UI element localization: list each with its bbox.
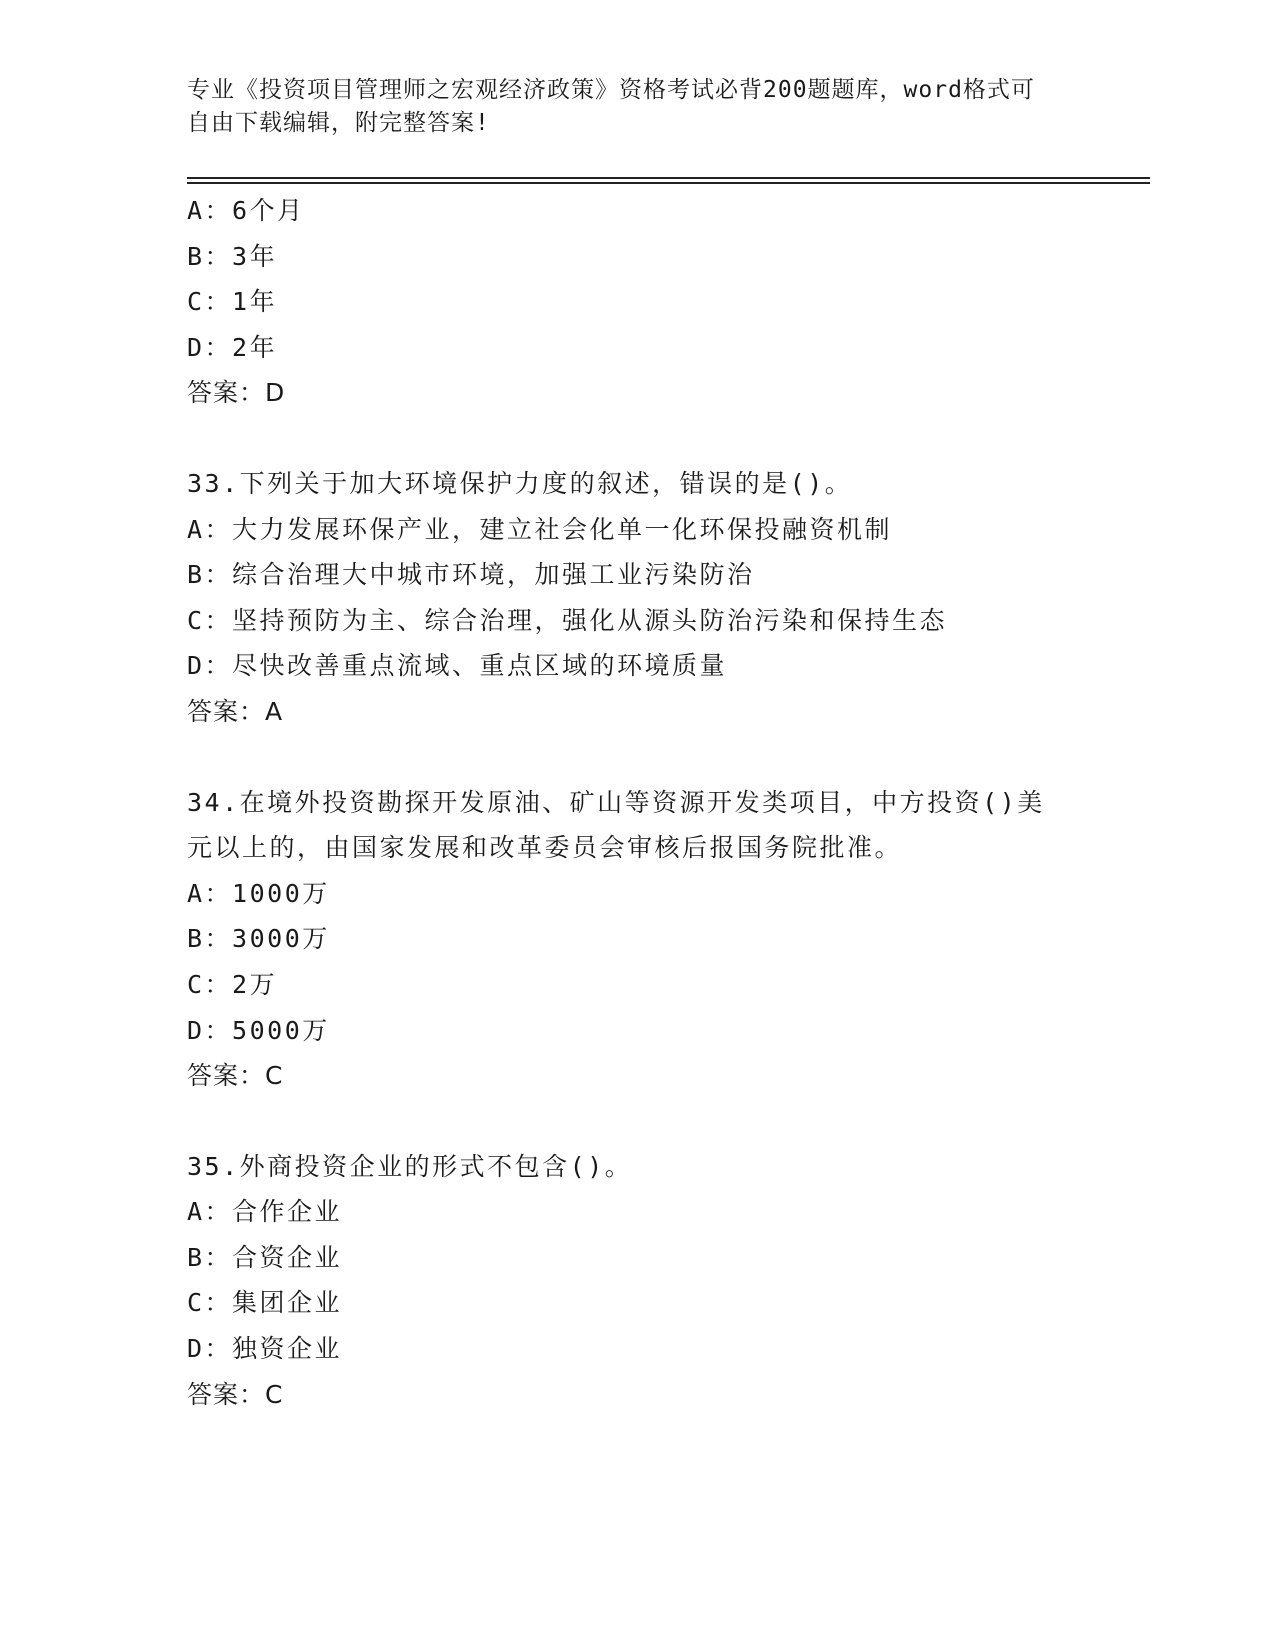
option-c: C：集团企业 (187, 1288, 343, 1318)
question-stem: 33.下列关于加大环境保护力度的叙述，错误的是()。 (187, 468, 853, 498)
question-spacer (187, 735, 1150, 780)
option-b: B：合资企业 (187, 1242, 343, 1272)
option-d: D：独资企业 (187, 1334, 343, 1364)
question-35-block (187, 1144, 1150, 1418)
option-b: B：综合治理大中城市环境，加强工业污染防治 (187, 560, 755, 590)
answer-line: 答案：C (187, 1061, 284, 1091)
question-list (187, 188, 1150, 1417)
header-divider-top (187, 177, 1150, 179)
option-d: D：5000万 (187, 1015, 330, 1045)
answer-line: 答案：A (187, 696, 284, 726)
option-b: B：3000万 (187, 924, 330, 954)
question-spacer (187, 1099, 1150, 1144)
option-d: D：尽快改善重点流域、重点区域的环境质量 (187, 651, 728, 681)
option-c: C：坚持预防为主、综合治理，强化从源头防治污染和保持生态 (187, 605, 948, 635)
header-title-line-2: 自由下载编辑，附完整答案! (187, 110, 490, 136)
option-c: C：1年 (187, 287, 278, 317)
question-spacer (187, 416, 1150, 461)
header-divider-bottom (187, 182, 1150, 184)
document-header (187, 74, 1087, 140)
question-stem: 35.外商投资企业的形式不包含()。 (187, 1151, 633, 1181)
option-c: C：2万 (187, 969, 278, 999)
answer-line: 答案：D (187, 378, 286, 408)
option-a: A：大力发展环保产业，建立社会化单一化环保投融资机制 (187, 514, 893, 544)
header-title-line-1: 专业《投资项目管理师之宏观经济政策》资格考试必背200题题库，word格式可 (187, 77, 1035, 103)
answer-line: 答案：C (187, 1379, 284, 1409)
option-a: A：合作企业 (187, 1197, 343, 1227)
question-34-block (187, 780, 1150, 1099)
option-d: D：2年 (187, 332, 278, 362)
option-a: A：6个月 (187, 196, 305, 225)
question-stem-continued: 元以上的，由国家发展和改革委员会审核后报国务院批准。 (187, 833, 903, 863)
option-a: A：1000万 (187, 878, 330, 908)
question-33-block (187, 461, 1150, 735)
question-32-block (187, 188, 1150, 416)
question-stem: 34.在境外投资勘探开发原油、矿山等资源开发类项目，中方投资()美 (187, 787, 1045, 817)
option-b: B：3年 (187, 241, 278, 271)
